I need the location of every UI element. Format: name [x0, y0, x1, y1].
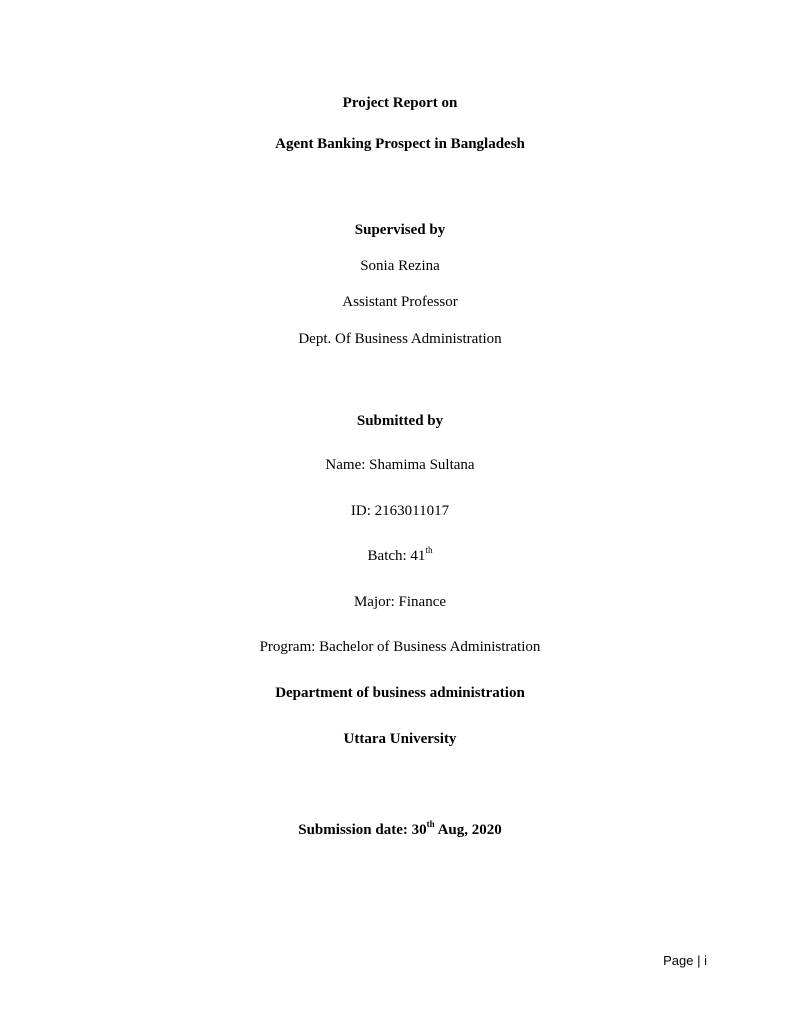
report-title-line-1: Project Report on [342, 95, 458, 111]
report-title-line-2: Agent Banking Prospect in Bangladesh [275, 136, 525, 152]
page-number-footer: Page | i [663, 953, 707, 968]
student-major: Major: Finance [353, 594, 447, 610]
student-id: ID: 2163011017 [350, 503, 450, 519]
submission-date [0, 821, 800, 839]
batch-ordinal-suffix: th [425, 545, 433, 555]
student-name: Name: Shamima Sultana [325, 457, 475, 473]
submission-date-rest: Aug, 2020 [434, 822, 502, 838]
submission-date-ordinal-suffix: th [426, 819, 435, 829]
supervisor-department: Dept. Of Business Administration [298, 331, 502, 347]
submitted-by-heading: Submitted by [356, 413, 444, 429]
batch-text: Batch: 41 [367, 548, 426, 564]
supervisor-designation: Assistant Professor [342, 294, 458, 310]
student-batch [0, 547, 800, 565]
supervised-by-heading: Supervised by [354, 222, 446, 238]
submission-date-prefix: Submission date: 30 [298, 822, 427, 838]
student-program: Program: Bachelor of Business Administration [259, 639, 541, 655]
supervisor-name: Sonia Rezina [360, 258, 440, 274]
institution-department: Department of business administration [275, 685, 525, 701]
institution-university: Uttara University [343, 731, 457, 747]
